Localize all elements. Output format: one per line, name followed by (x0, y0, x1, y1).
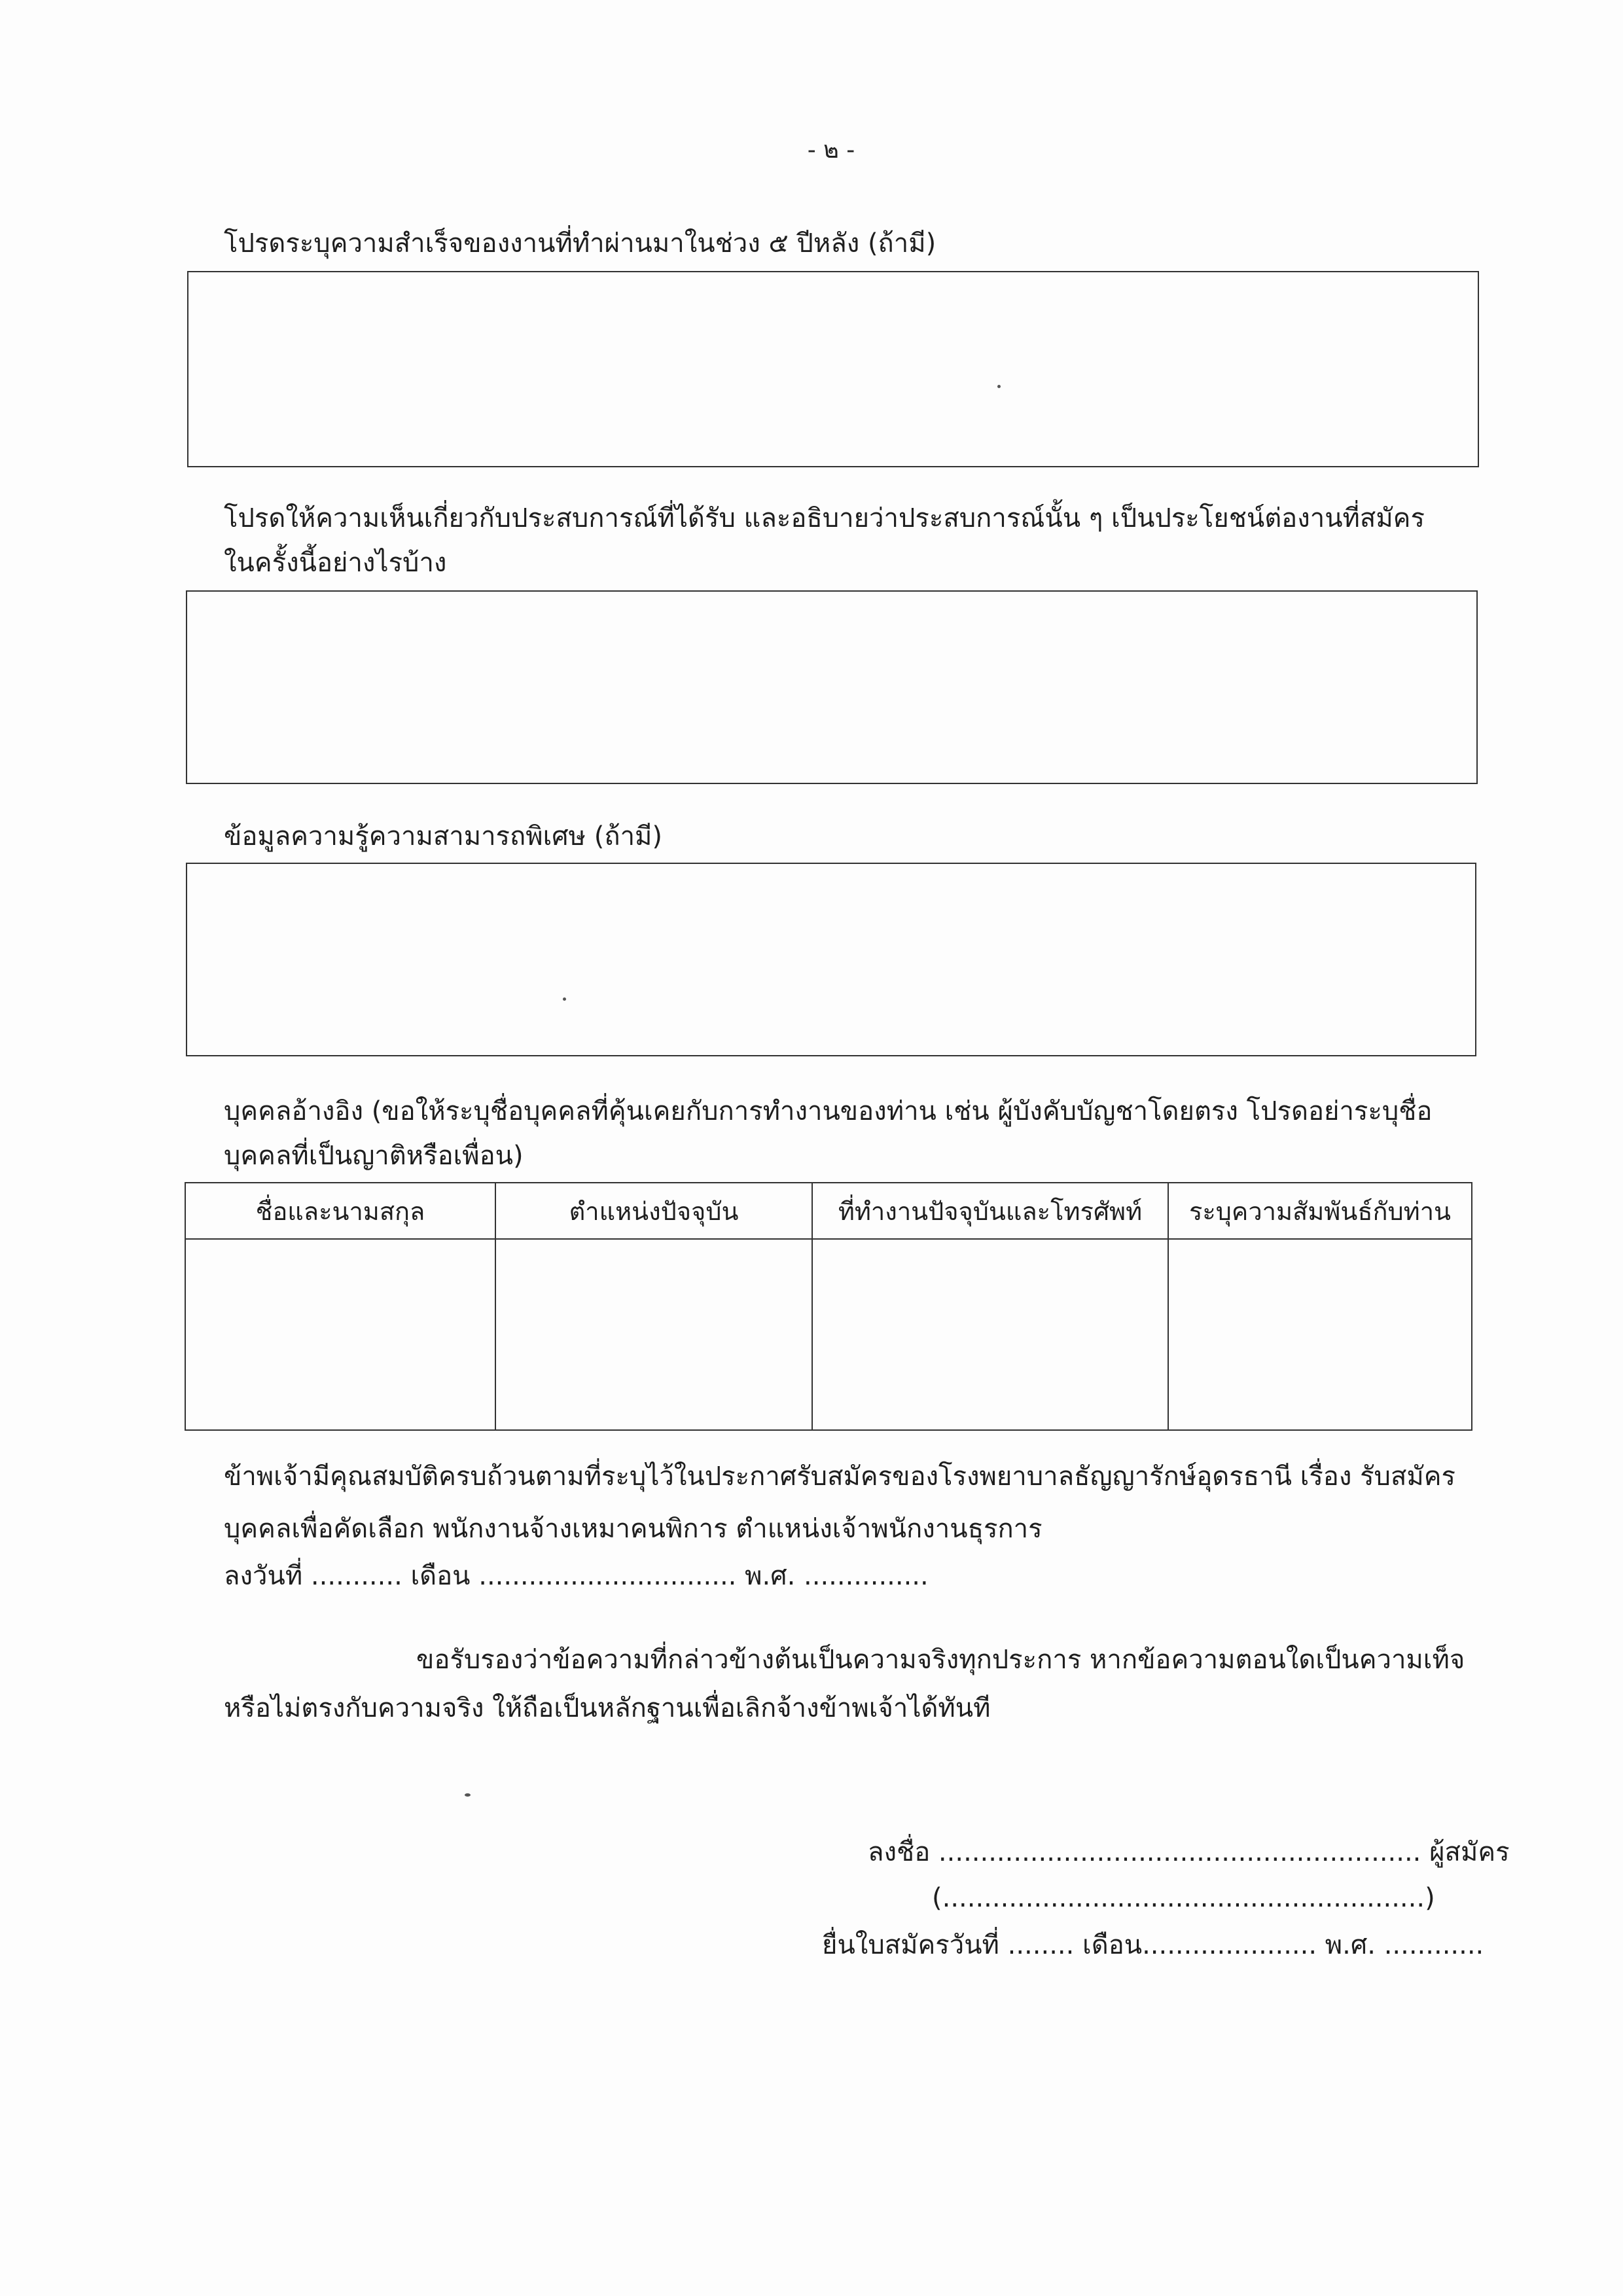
experience-label-line1: โปรดให้ความเห็นเกี่ยวกับประสบการณ์ที่ได้รับ และอธิบายว่าประสบการณ์นั้น ๆ เป็นประโยชน์ต่องานที่สมัคร (224, 503, 1425, 533)
experience-box[interactable] (186, 590, 1478, 784)
references-cell-workplace-phone[interactable] (812, 1239, 1168, 1430)
certification-line1: ขอรับรองว่าข้อความที่กล่าวข้างต้นเป็นความจริงทุกประการ หากข้อความตอนใดเป็นความเท็จ (416, 1645, 1465, 1675)
special-skills-box[interactable] (186, 863, 1476, 1056)
references-table (185, 1182, 1472, 1431)
references-col-position: ตำแหน่งปัจจุบัน (495, 1183, 812, 1239)
references-header-row (185, 1183, 1472, 1239)
achievements-label: โปรดระบุความสำเร็จของงานที่ทำผ่านมาในช่วง ๕ ปีหลัง (ถ้ามี) (224, 228, 936, 259)
references-intro-line2: บุคคลที่เป็นญาติหรือเพื่อน) (224, 1141, 524, 1171)
references-col-name: ชื่อและนามสกุล (185, 1183, 495, 1239)
experience-label-line2: ในครั้งนี้อย่างไรบ้าง (224, 548, 447, 578)
scan-speck (465, 1793, 471, 1797)
special-skills-label: ข้อมูลความรู้ความสามารถพิเศษ (ถ้ามี) (224, 821, 662, 852)
signature-line[interactable]: ลงชื่อ .......................................................... ผู้สมัคร (868, 1837, 1510, 1867)
declaration-line2: บุคคลเพื่อคัดเลือก พนักงานจ้างเหมาคนพิการ ตำแหน่งเจ้าพนักงานธุรการ (224, 1514, 1043, 1544)
table-row (185, 1239, 1472, 1430)
references-intro-line1: บุคคลอ้างอิง (ขอให้ระบุชื่อบุคคลที่คุ้นเคยกับการทำงานของท่าน เช่น ผู้บังคับบัญชาโดยตรง โปรดอย่าระบุชื่อ (224, 1096, 1433, 1126)
references-col-workplace-phone: ที่ทำงานปัจจุบันและโทรศัพท์ (812, 1183, 1168, 1239)
scan-speck (997, 385, 1001, 388)
declaration-date-line[interactable]: ลงวันที่ ........... เดือน ............................... พ.ศ. ............... (224, 1561, 929, 1591)
certification-line2: หรือไม่ตรงกับความจริง ให้ถือเป็นหลักฐานเพื่อเลิกจ้างข้าพเจ้าได้ทันที (224, 1693, 991, 1723)
page-number: - ๒ - (807, 137, 855, 164)
references-col-relationship: ระบุความสัมพันธ์กับท่าน (1168, 1183, 1472, 1239)
scan-speck (563, 997, 566, 1001)
references-cell-position[interactable] (495, 1239, 812, 1430)
references-cell-name[interactable] (185, 1239, 495, 1430)
references-cell-relationship[interactable] (1168, 1239, 1472, 1430)
submit-date-line[interactable]: ยื่นใบสมัครวันที่ ........ เดือน..................... พ.ศ. ............ (822, 1930, 1484, 1960)
signature-name-line[interactable]: (..........................................................) (932, 1883, 1435, 1913)
achievements-box[interactable] (187, 271, 1479, 467)
declaration-line1: ข้าพเจ้ามีคุณสมบัติครบถ้วนตามที่ระบุไว้ในประกาศรับสมัครของโรงพยาบาลธัญญารักษ์อุดรธานี เรื่อง รับสมัคร (224, 1462, 1455, 1492)
